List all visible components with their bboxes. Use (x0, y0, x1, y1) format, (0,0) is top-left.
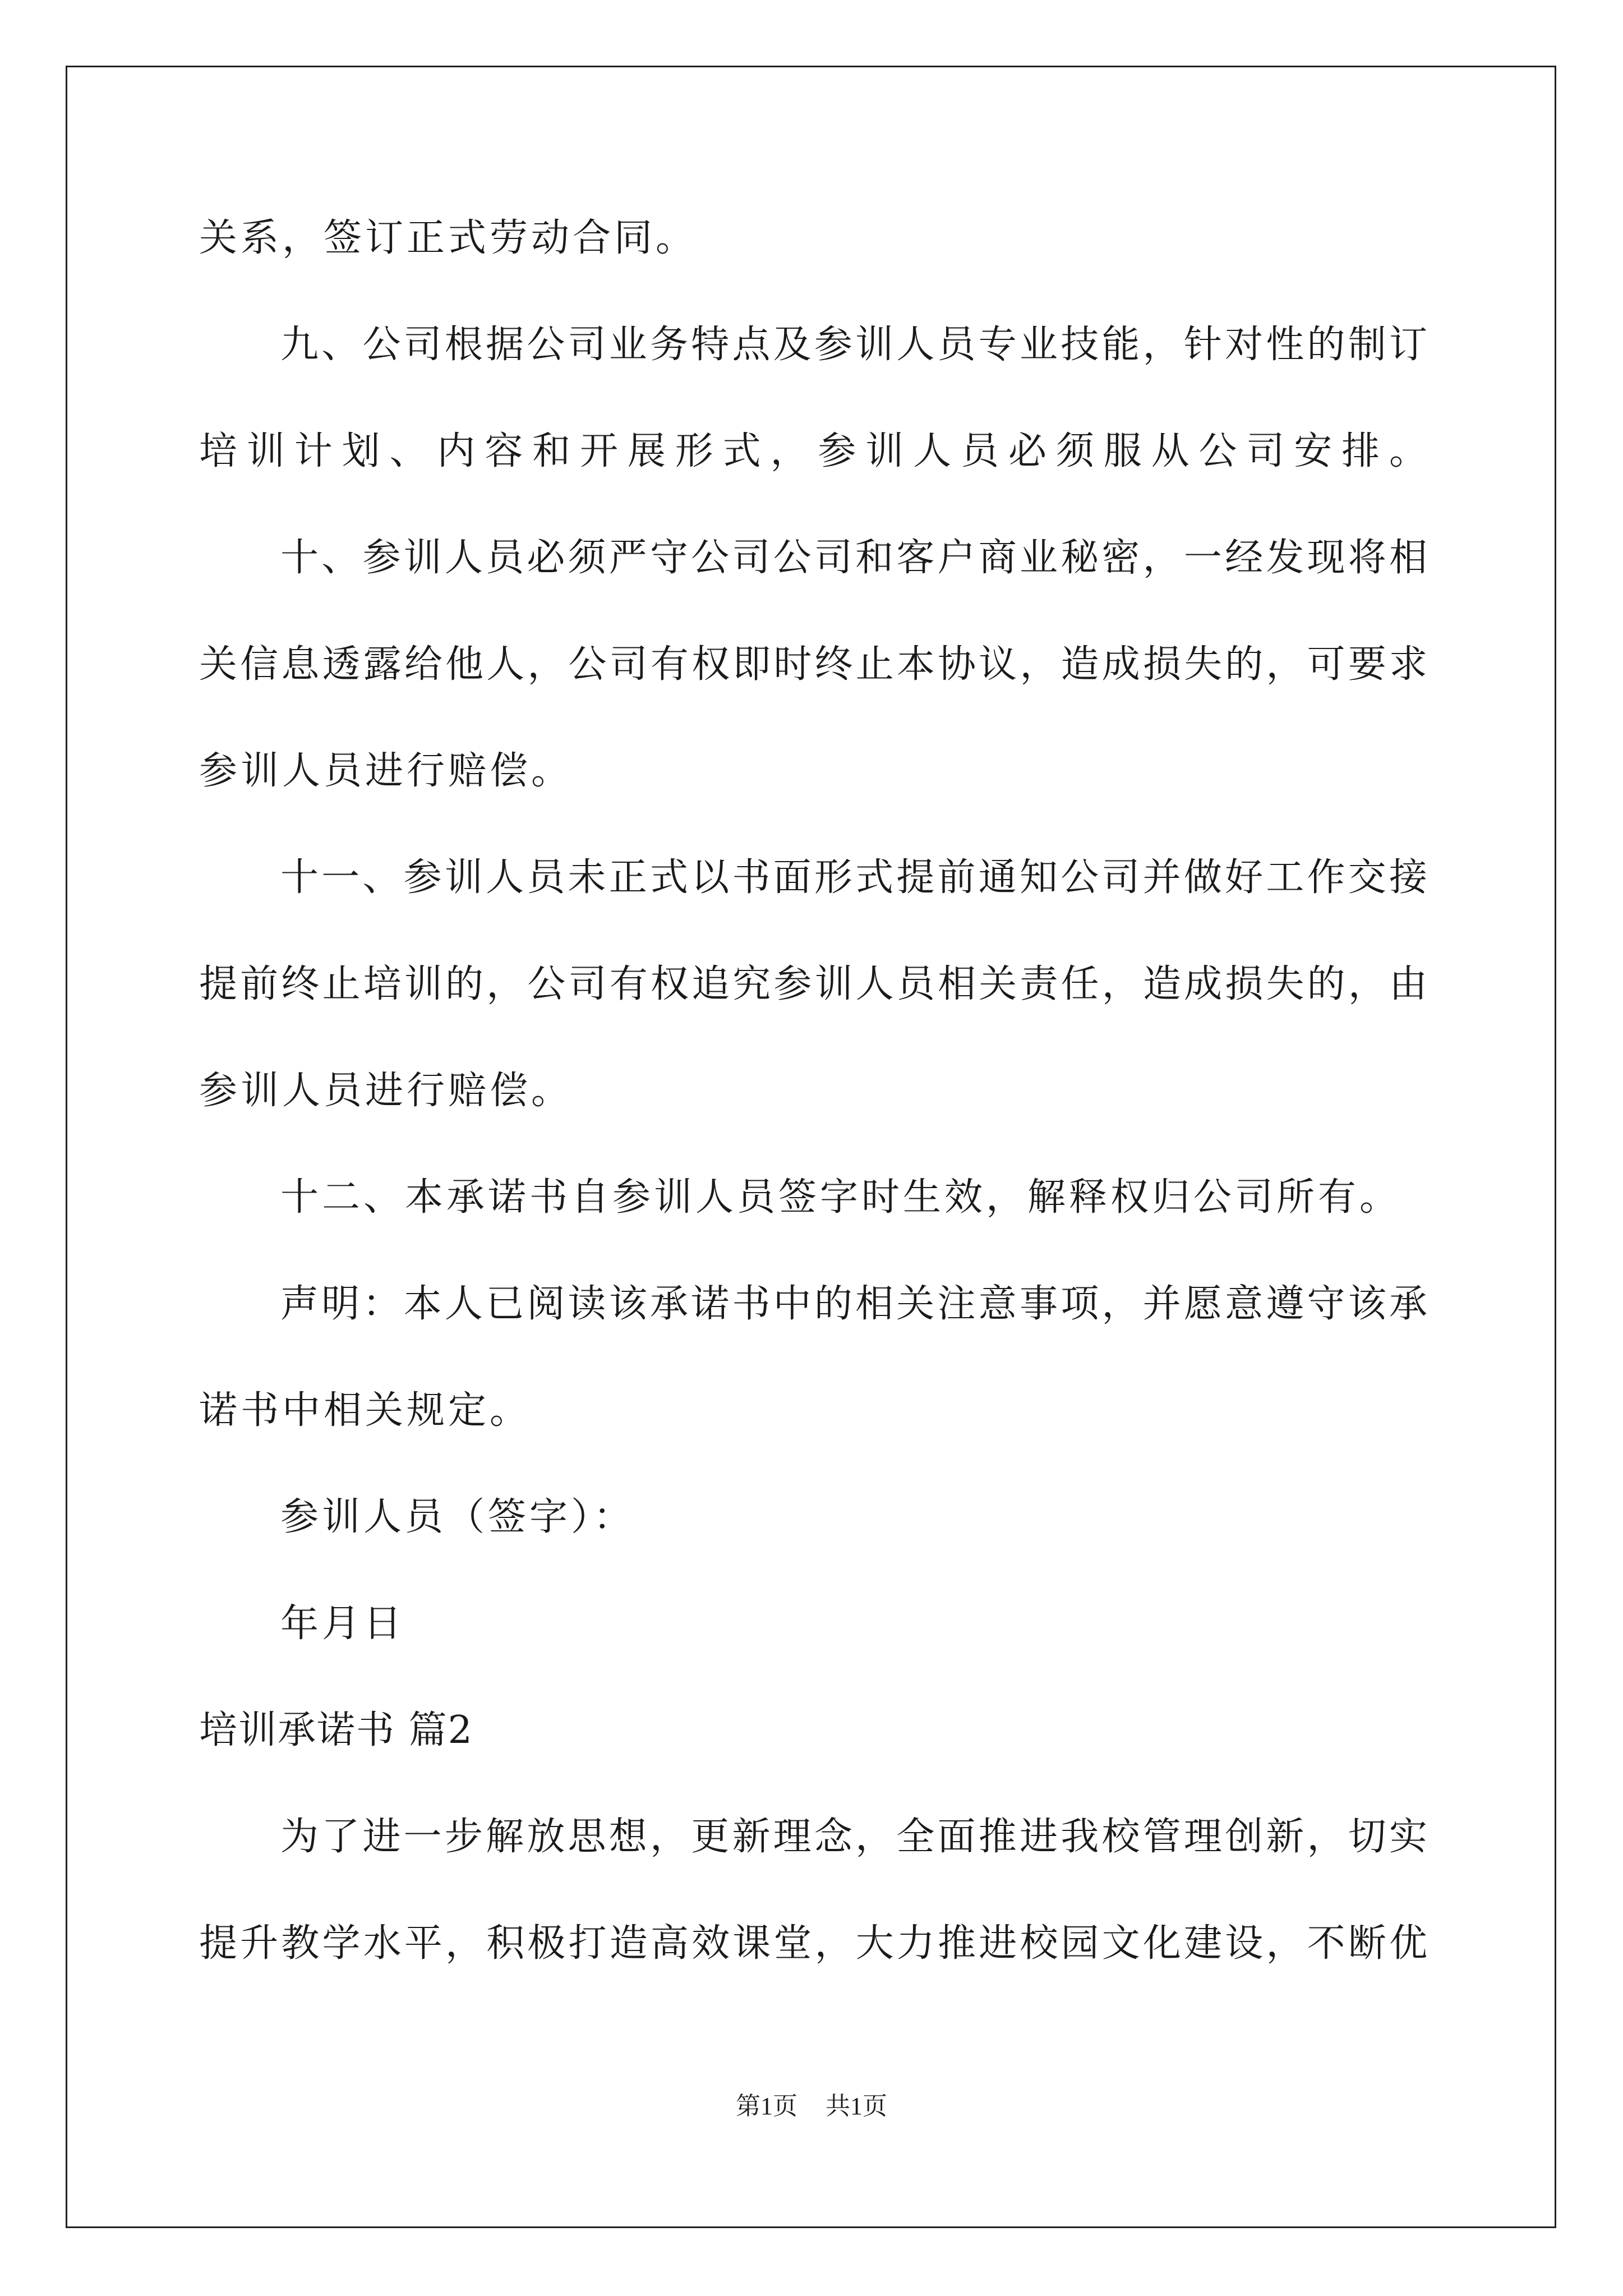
text-line: 九、公司根据公司业务特点及参训人员专业技能，针对性的制订 (280, 323, 1427, 367)
date-label: 年月日 (280, 1602, 405, 1646)
signature-label: 参训人员（签字）： (280, 1495, 635, 1539)
text-line: 十一、参训人员未正式以书面形式提前通知公司并做好工作交接 (280, 855, 1427, 900)
text-line: 参训人员进行赔偿。 (199, 1069, 573, 1113)
page-footer (0, 2090, 1623, 2123)
page-border (66, 66, 1556, 2228)
text-line: 培训计划、内容和开展形式，参训人员必须服从公司安排。 (199, 429, 1427, 473)
text-line: 声明：本人已阅读该承诺书中的相关注意事项，并愿意遵守该承 (280, 1282, 1427, 1326)
page-number: 第1页 (736, 2092, 797, 2120)
text-line: 关系，签订正式劳动合同。 (199, 216, 698, 260)
section-heading: 培训承诺书 篇2 (199, 1708, 473, 1752)
text-line: 参训人员进行赔偿。 (199, 749, 573, 793)
text-line: 十二、本承诺书自参训人员签字时生效，解释权归公司所有。 (280, 1175, 1401, 1220)
page-total: 共1页 (826, 2092, 887, 2120)
text-line: 提前终止培训的，公司有权追究参训人员相关责任，造成损失的，由 (199, 962, 1427, 1006)
text-line: 提升教学水平，积极打造高效课堂，大力推进校园文化建设，不断优 (199, 1921, 1427, 1966)
text-line: 为了进一步解放思想，更新理念，全面推进我校管理创新，切实 (280, 1815, 1427, 1859)
text-line: 十、参训人员必须严守公司公司和客户商业秘密，一经发现将相 (280, 536, 1427, 580)
text-line: 关信息透露给他人，公司有权即时终止本协议，造成损失的，可要求 (199, 642, 1427, 687)
text-line: 诺书中相关规定。 (199, 1388, 532, 1433)
